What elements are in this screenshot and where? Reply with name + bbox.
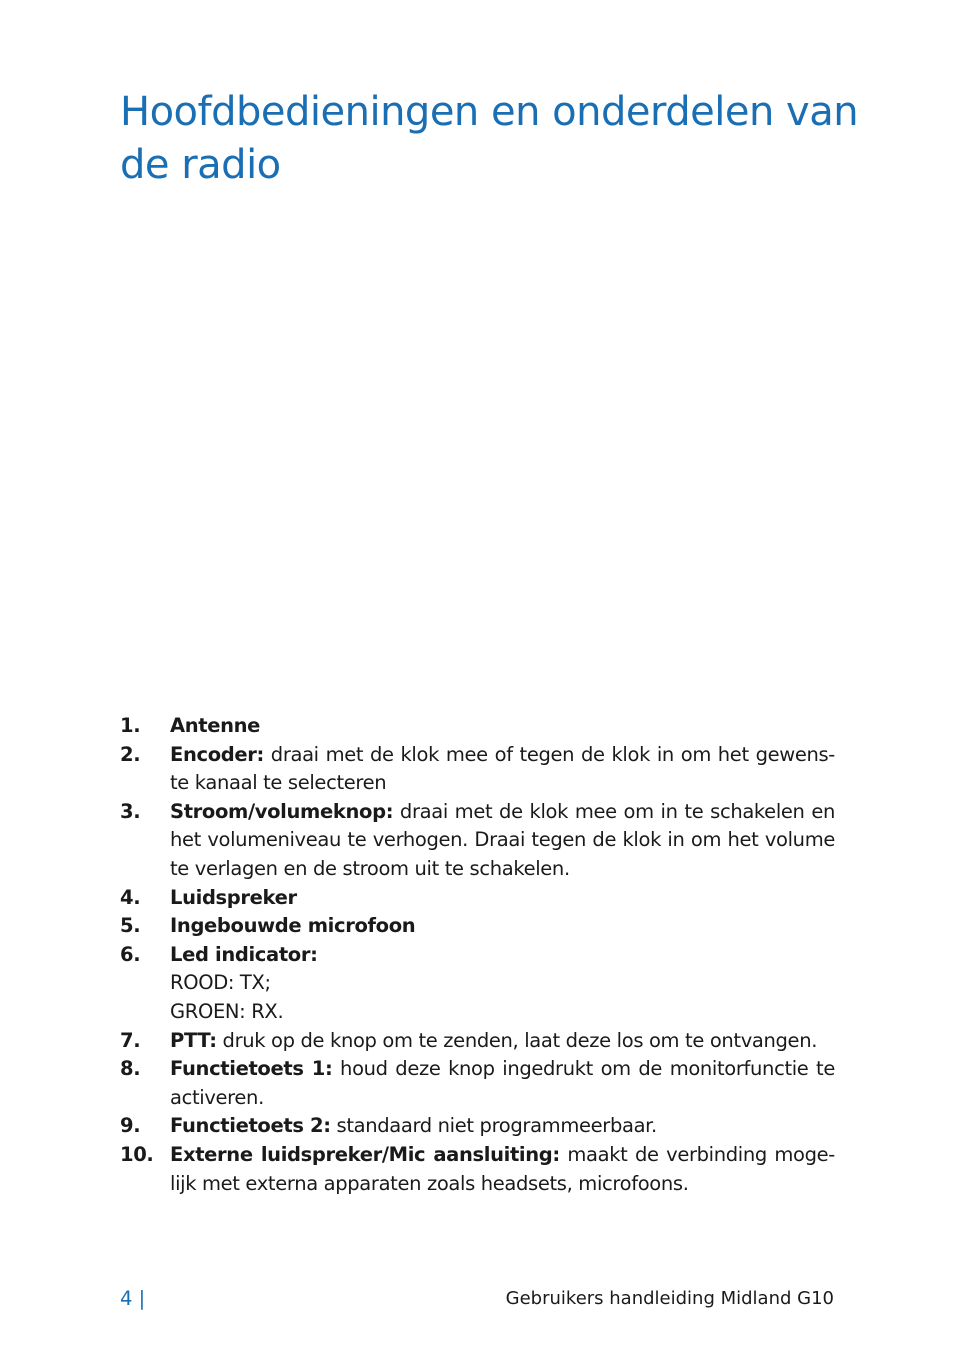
list-item	[120, 941, 835, 1027]
list-item	[120, 712, 835, 741]
item-body	[170, 941, 835, 1027]
list-item	[120, 1112, 835, 1141]
item-body	[170, 1027, 835, 1056]
item-text: draai met de klok mee om in te schakelen en het volumeniveau te verhogen. Draai tegen de klok in om het volume te verlagen en de stroom uit te schakelen.	[170, 799, 835, 880]
item-term: Functietoets 1:	[170, 1057, 333, 1081]
item-number: 7.	[120, 1028, 141, 1052]
item-number: 8.	[120, 1057, 141, 1081]
item-body	[170, 1141, 835, 1198]
item-number: 4.	[120, 885, 141, 909]
led-red-line: ROOD: TX;	[170, 971, 271, 995]
item-term: Luidspreker	[170, 885, 297, 909]
item-number: 2.	[120, 742, 141, 766]
list-item	[120, 741, 835, 798]
list-item	[120, 1141, 835, 1198]
item-number: 10.	[120, 1142, 154, 1166]
document-title: Gebruikers handleiding Midland G10	[505, 1288, 834, 1309]
item-text: draai met de klok mee of tegen de klok in om het gewens-te kanaal te selecteren	[170, 742, 835, 795]
figure-area	[120, 230, 834, 690]
list-item	[120, 798, 835, 884]
parts-list	[120, 712, 835, 1198]
item-term: Functietoets 2:	[170, 1114, 331, 1138]
item-text: maakt de verbinding moge-lijk met externa apparaten zoals headsets, microfoons.	[170, 1142, 835, 1195]
item-term: Ingebouwde microfoon	[170, 914, 416, 938]
item-number: 6.	[120, 942, 141, 966]
item-term: Stroom/volumeknop:	[170, 799, 394, 823]
item-body	[170, 741, 835, 798]
item-body	[170, 798, 835, 884]
item-number: 5.	[120, 914, 141, 938]
item-body	[170, 912, 835, 941]
item-text: standaard niet programmeerbaar.	[330, 1114, 657, 1138]
item-number: 9.	[120, 1114, 141, 1138]
list-item	[120, 912, 835, 941]
page-title: Hoofdbedieningen en onderdelen van de radio	[120, 89, 859, 188]
item-text: druk op de knop om te zenden, laat deze los om te ontvangen.	[216, 1028, 818, 1052]
item-number: 1.	[120, 714, 141, 737]
item-term: Encoder:	[170, 742, 264, 766]
item-term: PTT:	[170, 1028, 217, 1052]
item-term: Externe luidspreker/Mic aansluiting:	[170, 1142, 560, 1166]
page-number: 4 |	[120, 1287, 146, 1310]
item-text: houd deze knop ingedrukt om de monitorfunctie te activeren.	[170, 1057, 836, 1109]
list-item	[120, 1027, 835, 1056]
item-number: 3.	[120, 799, 141, 823]
list-item	[120, 884, 835, 913]
item-term: Antenne	[170, 714, 261, 737]
led-green-line: GROEN: RX.	[170, 999, 284, 1023]
item-body	[170, 712, 835, 741]
item-body	[170, 1055, 835, 1112]
list-item	[120, 1055, 835, 1112]
item-body	[170, 1112, 835, 1141]
item-term: Led indicator:	[170, 942, 318, 966]
item-body	[170, 884, 835, 913]
page-footer	[120, 1284, 834, 1314]
